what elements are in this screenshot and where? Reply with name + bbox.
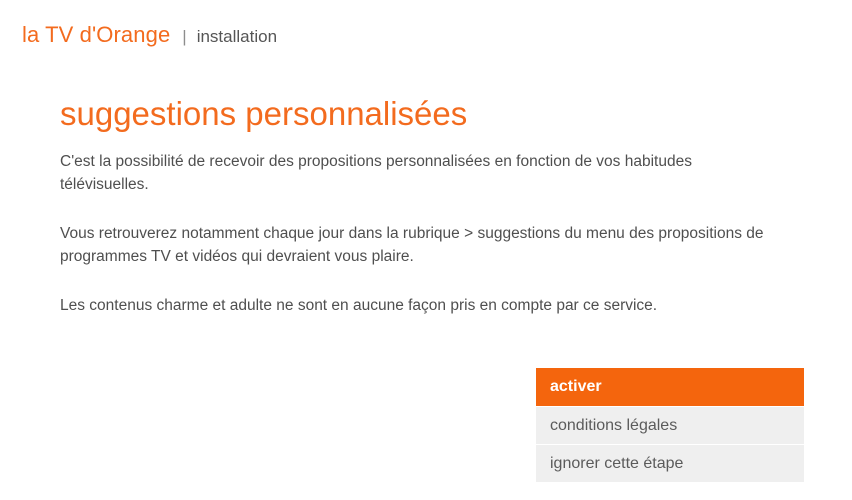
description-paragraph-1: C'est la possibilité de recevoir des propositions personnalisées en fonction de vos habitudes télévisuelles.: [60, 153, 692, 194]
menu-item-label: activer: [550, 378, 602, 395]
header: [22, 22, 277, 48]
options-menu: [536, 368, 804, 482]
header-section-label: installation: [196, 27, 278, 46]
menu-item-label: ignorer cette étape: [550, 454, 684, 472]
main-content: [60, 96, 800, 317]
menu-item-conditions-legales[interactable]: [536, 406, 804, 444]
page-title: suggestions personnalisées: [60, 95, 468, 132]
menu-item-activer[interactable]: [536, 368, 804, 406]
header-separator: |: [182, 27, 187, 46]
menu-item-label: conditions légales: [550, 416, 678, 434]
brand-logo: la TV d'Orange: [22, 22, 171, 47]
description-paragraph-2: Vous retrouverez notamment chaque jour dans la rubrique > suggestions du menu des propositions de programmes TV et vidéos qui devraient vous plaire.: [60, 225, 764, 266]
description-paragraph-3: Les contenus charme et adulte ne sont en aucune façon pris en compte par ce service.: [60, 297, 658, 315]
menu-item-ignorer-cette-etape[interactable]: [536, 444, 804, 482]
